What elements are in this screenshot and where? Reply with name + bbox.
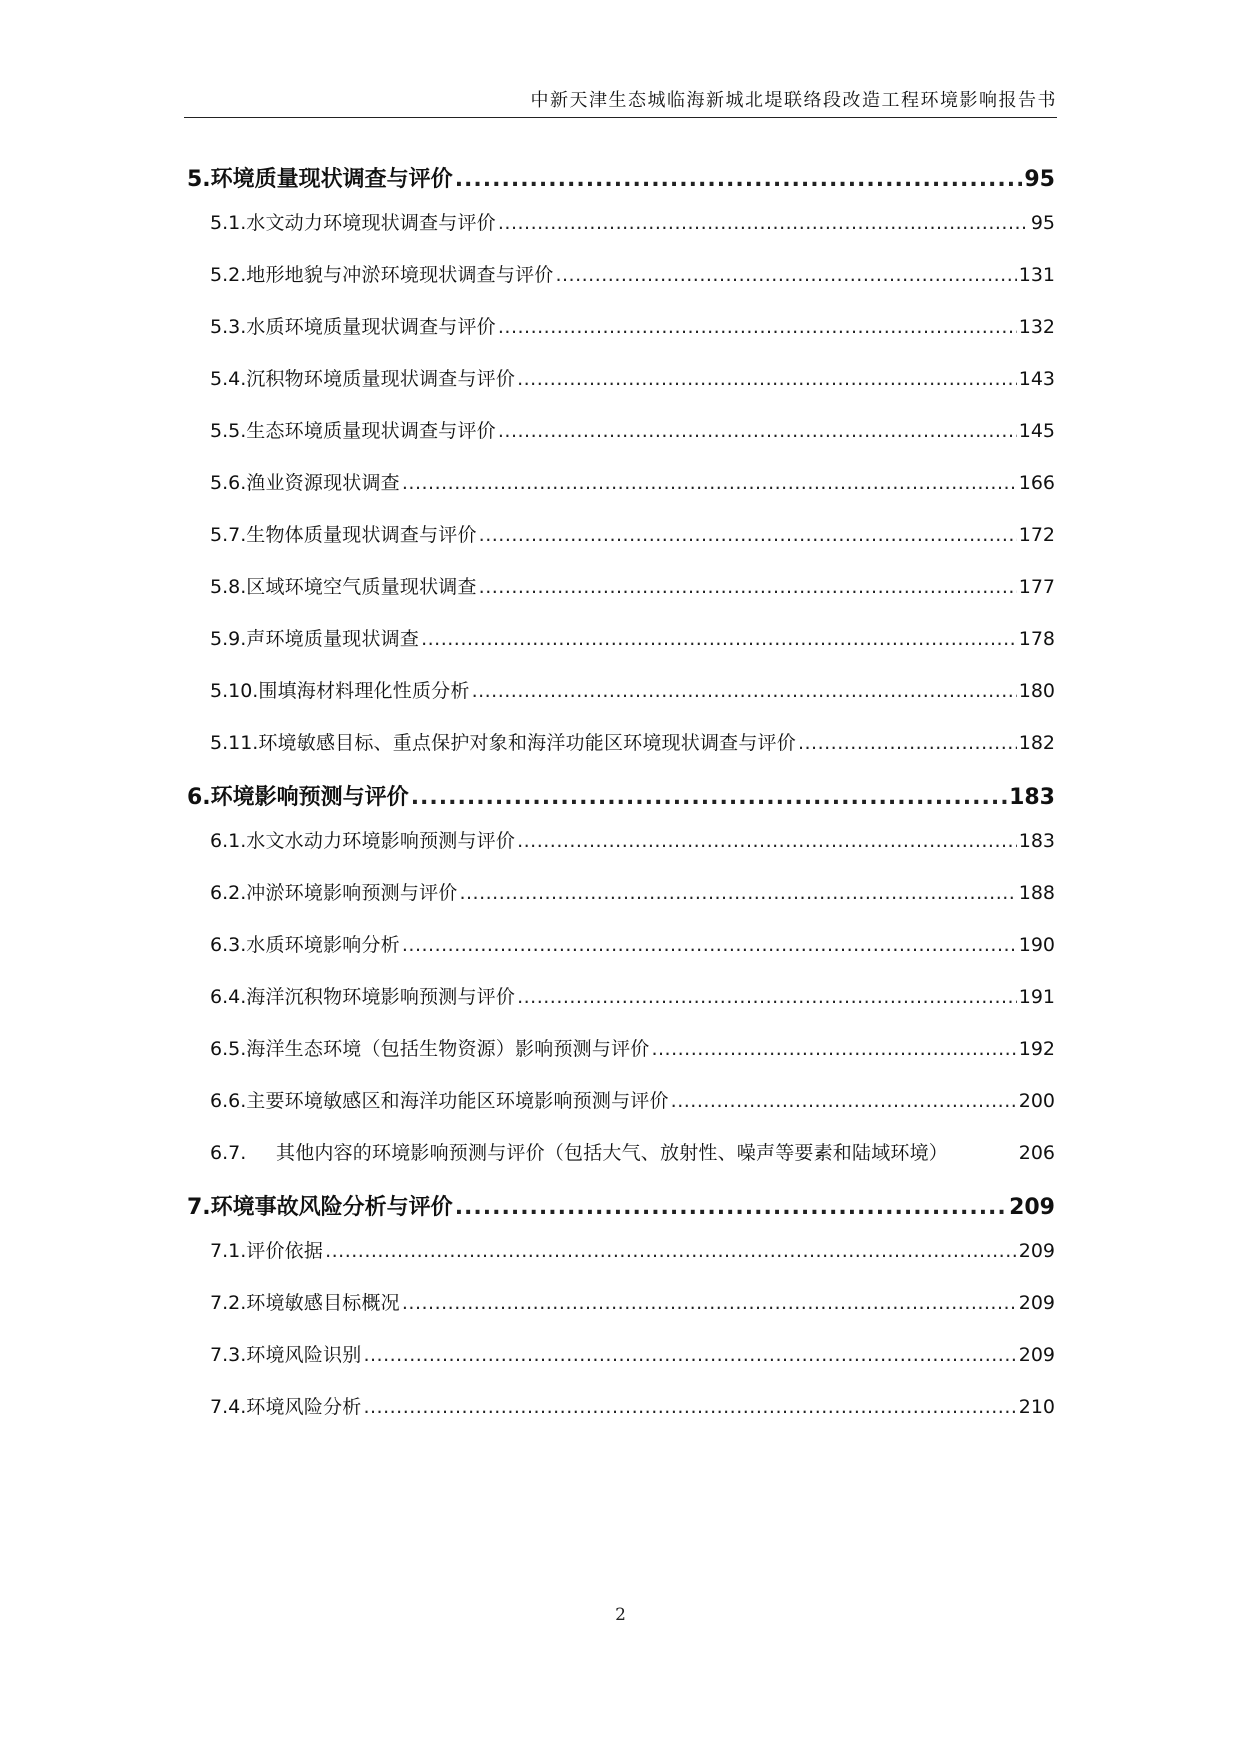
toc-section-entry[interactable]: [210, 930, 1055, 957]
toc-section-entry[interactable]: [210, 260, 1055, 287]
toc-dot-leader: [651, 1038, 1016, 1060]
toc-dot-leader: [498, 316, 1017, 338]
toc-entry-number: 6.2.: [210, 882, 247, 904]
toc-section-entry[interactable]: [210, 468, 1055, 495]
toc-dot-leader: [517, 986, 1017, 1008]
toc-entry-title: 环境风险识别: [246, 1344, 362, 1366]
toc-section-entry[interactable]: [210, 728, 1055, 755]
toc-dot-leader: [402, 472, 1017, 494]
toc-page-number: 182: [1018, 732, 1055, 754]
toc-dot-leader: [517, 368, 1017, 390]
toc-page-number: 188: [1018, 882, 1055, 904]
toc-chapter-entry[interactable]: [187, 780, 1055, 811]
toc-entry-title: 环境事故风险分析与评价: [210, 1195, 453, 1220]
toc-entry-title: 环境敏感目标概况: [246, 1292, 400, 1314]
toc-dot-leader: [498, 212, 1029, 234]
toc-page-number: 191: [1018, 986, 1055, 1008]
toc-page-number: 132: [1018, 316, 1055, 338]
toc-entry-number: 7.1.: [210, 1240, 247, 1262]
toc-entry-number: 5.4.: [210, 368, 247, 390]
toc-page-number: 95: [1030, 212, 1055, 234]
toc-entry-number: 6.7.: [210, 1142, 247, 1164]
toc-entry-number: 5.5.: [210, 420, 247, 442]
toc-entry-number: 7.4.: [210, 1396, 247, 1418]
toc-entry-number: 5.6.: [210, 472, 247, 494]
toc-section-entry[interactable]: [210, 624, 1055, 651]
toc-page-number: 183: [1018, 830, 1055, 852]
toc-entry-number: 5.: [187, 167, 211, 192]
toc-section-entry[interactable]: [210, 364, 1055, 391]
toc-entry-number: 7.: [187, 1195, 211, 1220]
toc-page-number: 209: [1018, 1344, 1055, 1366]
toc-page-number: 143: [1018, 368, 1055, 390]
toc-section-entry[interactable]: [210, 982, 1055, 1009]
toc-dot-leader: [411, 785, 1007, 810]
toc-chapter-entry[interactable]: [187, 162, 1055, 193]
toc-page-number: 180: [1018, 680, 1055, 702]
toc-dot-leader: [459, 882, 1016, 904]
toc-entry-title: 主要环境敏感区和海洋功能区环境影响预测与评价: [246, 1090, 669, 1112]
toc-dot-leader: [402, 934, 1017, 956]
toc-page-number: 206: [1018, 1142, 1055, 1164]
toc-entry-number: 5.3.: [210, 316, 247, 338]
toc-dot-leader: [325, 1240, 1017, 1262]
toc-dot-leader: [671, 1090, 1017, 1112]
toc-entry-number: 5.9.: [210, 628, 247, 650]
toc-dot-leader: [798, 732, 1017, 754]
toc-entry-number: 5.7.: [210, 524, 247, 546]
toc-dot-leader: [402, 1292, 1017, 1314]
toc-section-entry[interactable]: [210, 676, 1055, 703]
toc-entry-title: 区域环境空气质量现状调查: [246, 576, 477, 598]
toc-entry-title: 水文动力环境现状调查与评价: [246, 212, 496, 234]
toc-entry-number: 7.2.: [210, 1292, 247, 1314]
toc-entry-number: 6.: [187, 785, 211, 810]
page-number: 2: [615, 1605, 626, 1625]
toc-entry-title: 地形地貌与冲淤环境现状调查与评价: [246, 264, 554, 286]
toc-section-entry[interactable]: [210, 312, 1055, 339]
toc-page-number: 95: [1024, 167, 1055, 192]
toc-page-number: 178: [1018, 628, 1055, 650]
toc-page-number: 166: [1018, 472, 1055, 494]
toc-entry-number: 5.10.: [210, 680, 259, 702]
toc-entry-title: 水质环境影响分析: [246, 934, 400, 956]
toc-entry-number: 5.2.: [210, 264, 247, 286]
toc-dot-leader: [421, 628, 1017, 650]
toc-page-number: 172: [1018, 524, 1055, 546]
toc-dot-leader: [455, 167, 1023, 192]
toc-dot-leader: [479, 576, 1017, 598]
toc-entry-title: 海洋沉积物环境影响预测与评价: [246, 986, 516, 1008]
toc-chapter-entry[interactable]: [187, 1190, 1055, 1221]
toc-entry-title: 环境敏感目标、重点保护对象和海洋功能区环境现状调查与评价: [258, 732, 796, 754]
toc-entry-number: 6.1.: [210, 830, 247, 852]
toc-section-entry[interactable]: [210, 1034, 1055, 1061]
toc-entry-number: 5.1.: [210, 212, 247, 234]
toc-entry-title: 水质环境质量现状调查与评价: [246, 316, 496, 338]
toc-page-number: 192: [1018, 1038, 1055, 1060]
toc-section-entry[interactable]: [210, 572, 1055, 599]
toc-entry-title: 海洋生态环境（包括生物资源）影响预测与评价: [246, 1038, 650, 1060]
toc-entry-number: 5.8.: [210, 576, 247, 598]
toc-dot-leader: [555, 264, 1016, 286]
toc-section-entry[interactable]: [210, 1288, 1055, 1315]
toc-dot-leader: [472, 680, 1017, 702]
toc-entry-title: 环境风险分析: [246, 1396, 362, 1418]
toc-page-number: 210: [1018, 1396, 1055, 1418]
toc-entry-title: 渔业资源现状调查: [246, 472, 400, 494]
toc-entry-title: 水文水动力环境影响预测与评价: [246, 830, 516, 852]
toc-entry-number: 6.3.: [210, 934, 247, 956]
toc-section-entry[interactable]: [210, 416, 1055, 443]
toc-entry-title: 生态环境质量现状调查与评价: [246, 420, 496, 442]
toc-entry-number: 5.11.: [210, 732, 259, 754]
toc-entry-title: 环境影响预测与评价: [210, 785, 409, 810]
toc-page-number: 131: [1018, 264, 1055, 286]
toc-entry-title: 评价依据: [246, 1240, 324, 1262]
toc-section-entry[interactable]: [210, 1138, 1055, 1165]
toc-entry-title: 生物体质量现状调查与评价: [246, 524, 477, 546]
toc-entry-number: 6.5.: [210, 1038, 247, 1060]
toc-entry-number: 7.3.: [210, 1344, 247, 1366]
toc-dot-leader: [498, 420, 1017, 442]
toc-entry-title: 沉积物环境质量现状调查与评价: [246, 368, 516, 390]
toc-section-entry[interactable]: [210, 1236, 1055, 1263]
toc-dot-leader: [479, 524, 1017, 546]
toc-dot-leader: [363, 1344, 1016, 1366]
toc-page-number: 209: [1018, 1240, 1055, 1262]
toc-section-entry[interactable]: [210, 520, 1055, 547]
toc-section-entry[interactable]: [210, 1086, 1055, 1113]
toc-section-entry[interactable]: [210, 208, 1055, 235]
toc-entry-title: 环境质量现状调查与评价: [210, 167, 453, 192]
toc-entry-number: 6.6.: [210, 1090, 247, 1112]
toc-section-entry[interactable]: [210, 878, 1055, 905]
toc-page-number: 209: [1009, 1195, 1055, 1220]
toc-page-number: 209: [1018, 1292, 1055, 1314]
toc-page-number: 177: [1018, 576, 1055, 598]
toc-entry-number: 6.4.: [210, 986, 247, 1008]
toc-page-number: 145: [1018, 420, 1055, 442]
toc-page-number: 190: [1018, 934, 1055, 956]
toc-entry-title: 围填海材料理化性质分析: [258, 680, 470, 702]
toc-entry-title: 冲淤环境影响预测与评价: [246, 882, 458, 904]
toc-entry-title: 其他内容的环境影响预测与评价（包括大气、放射性、噪声等要素和陆域环境）: [276, 1142, 949, 1164]
toc-dot-leader: [455, 1195, 1007, 1220]
header-title: 中新天津生态城临海新城北堤联络段改造工程环境影响报告书: [530, 90, 1057, 111]
toc-section-entry[interactable]: [210, 1340, 1055, 1367]
toc-page-number: 200: [1018, 1090, 1055, 1112]
toc-dot-leader: [517, 830, 1017, 852]
toc-section-entry[interactable]: [210, 1392, 1055, 1419]
toc-section-entry[interactable]: [210, 826, 1055, 853]
toc-dot-leader: [363, 1396, 1016, 1418]
toc-entry-title: 声环境质量现状调查: [246, 628, 420, 650]
toc-page-number: 183: [1009, 785, 1055, 810]
